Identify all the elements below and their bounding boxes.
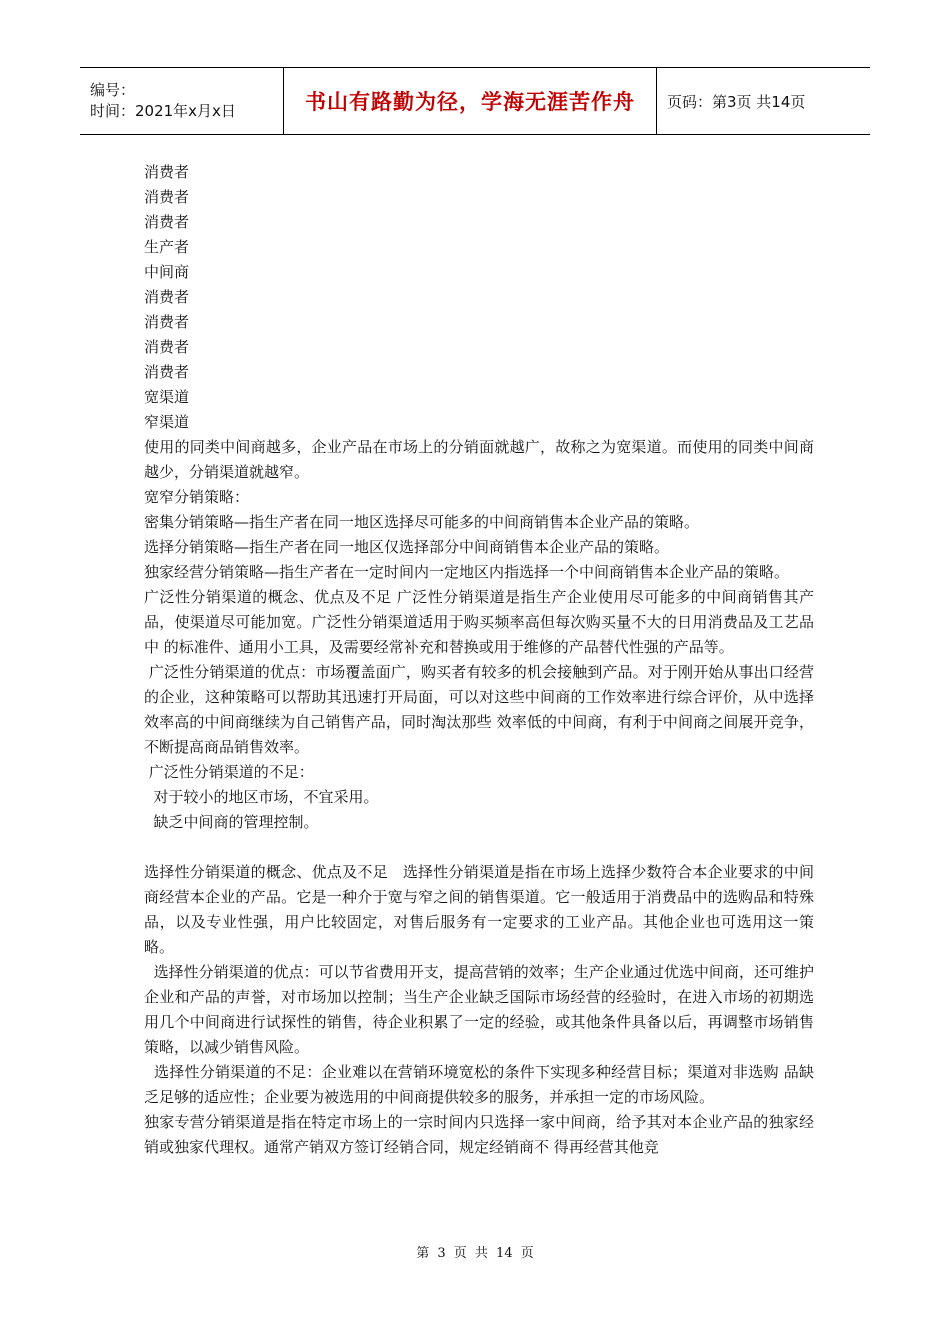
list-item: 生产者 [144,238,190,256]
paragraph-exclusive-strategy: 独家经营分销策略—指生产者在一定时间内一定地区内指选择一个中间商销售本企业产品的策略。 [144,563,790,581]
document-number-label: 编号： [90,81,136,99]
list-item: 消费者 [144,288,190,306]
page-footer: 第 3 页 共 14 页 [416,1246,534,1261]
paragraph-selective-advantages: 选择性分销渠道的优点：可以节省费用开支，提高营销的效率；生产企业通过优选中间商，还可维护企业和产品的声誉，对市场加以控制；当生产企业缺乏国际市场经营的经验时，在进入市场的初期选用几个中间商进行试探性的销售，待企业积累了一定的经验，或其他条件具备以后，再调整市场销售策略，以减少销售风险。 [144,963,814,1056]
paragraph-extensive-concept: 广泛性分销渠道的概念、优点及不足 广泛性分销渠道是指生产企业使用尽可能多的中间商销售其产品，使渠道尽可能加宽。广泛性分销渠道适用于购买频率高但每次购买量不大的日用消费品及工艺品中 的标准件、通用小工具，及需要经常补充和替换或用于维修的产品替代性强的产品等。 [144,588,814,656]
paragraph-intensive-strategy: 密集分销策略—指生产者在同一地区选择尽可能多的中间商销售本企业产品的策略。 [144,513,700,531]
list-item: 宽渠道 [144,388,190,406]
list-item: 中间商 [144,263,190,281]
paragraph-wide-channel: 使用的同类中间商越多，企业产品在市场上的分销面就越广，故称之为宽渠道。而使用的同类中间商越少，分销渠道就越窄。 [144,438,814,481]
list-item: 消费者 [144,363,190,381]
list-item: 消费者 [144,163,190,181]
header-motto: 书山有路勤为径，学海无涯苦作舟 [284,68,657,135]
document-date-label: 时间：2021年x月x日 [90,102,236,120]
list-item: 消费者 [144,313,190,331]
paragraph-extensive-disadvantages: 广泛性分销渠道的不足： [144,763,314,781]
heading-width-strategy: 宽窄分销策略： [144,488,250,506]
list-item: 消费者 [144,213,190,231]
header-page-number: 页码：第3页 共14页 [657,68,871,135]
paragraph-exclusive-channel: 独家专营分销渠道是指在特定市场上的一宗时间内只选择一家中间商，给予其对本企业产品的独家经销或独家代理权。通常产销双方签订经销合同，规定经销商不 得再经营其他竞 [144,1113,814,1156]
paragraph-selective-strategy: 选择分销策略—指生产者在同一地区仅选择部分中间商销售本企业产品的策略。 [144,538,670,556]
paragraph-disadvantage-2: 缺乏中间商的管理控制。 [144,813,319,831]
header-meta [80,68,284,135]
paragraph-selective-disadvantages: 选择性分销渠道的不足：企业难以在营销环境宽松的条件下实现多种经营目标；渠道对非选购 品缺乏足够的适应性；企业要为被选用的中间商提供较多的服务，并承担一定的市场风险。 [144,1063,814,1106]
list-item: 消费者 [144,188,190,206]
document-header [80,67,870,135]
document-body [144,160,814,1160]
paragraph-extensive-advantages: 广泛性分销渠道的优点：市场覆盖面广，购买者有较多的机会接触到产品。对于刚开始从事出口经营的企业，这种策略可以帮助其迅速打开局面，可以对这些中间商的工作效率进行综合评价，从中选择效率高的中间商继续为自己销售产品，同时淘汰那些 效率低的中间商，有利于中间商之间展开竞争，不断提高商品销售效率。 [144,663,814,756]
blank-line [144,835,814,860]
paragraph-selective-concept: 选择性分销渠道的概念、优点及不足 选择性分销渠道是指在市场上选择少数符合本企业要求的中间商经营本企业的产品。它是一种介于宽与窄之间的销售渠道。它一般适用于消费品中的选购品和特殊品，以及专业性强，用户比较固定，对售后服务有一定要求的工业产品。其他企业也可选用这一策略。 [144,863,814,956]
list-item: 窄渠道 [144,413,190,431]
paragraph-disadvantage-1: 对于较小的地区市场，不宜采用。 [144,788,379,806]
list-item: 消费者 [144,338,190,356]
